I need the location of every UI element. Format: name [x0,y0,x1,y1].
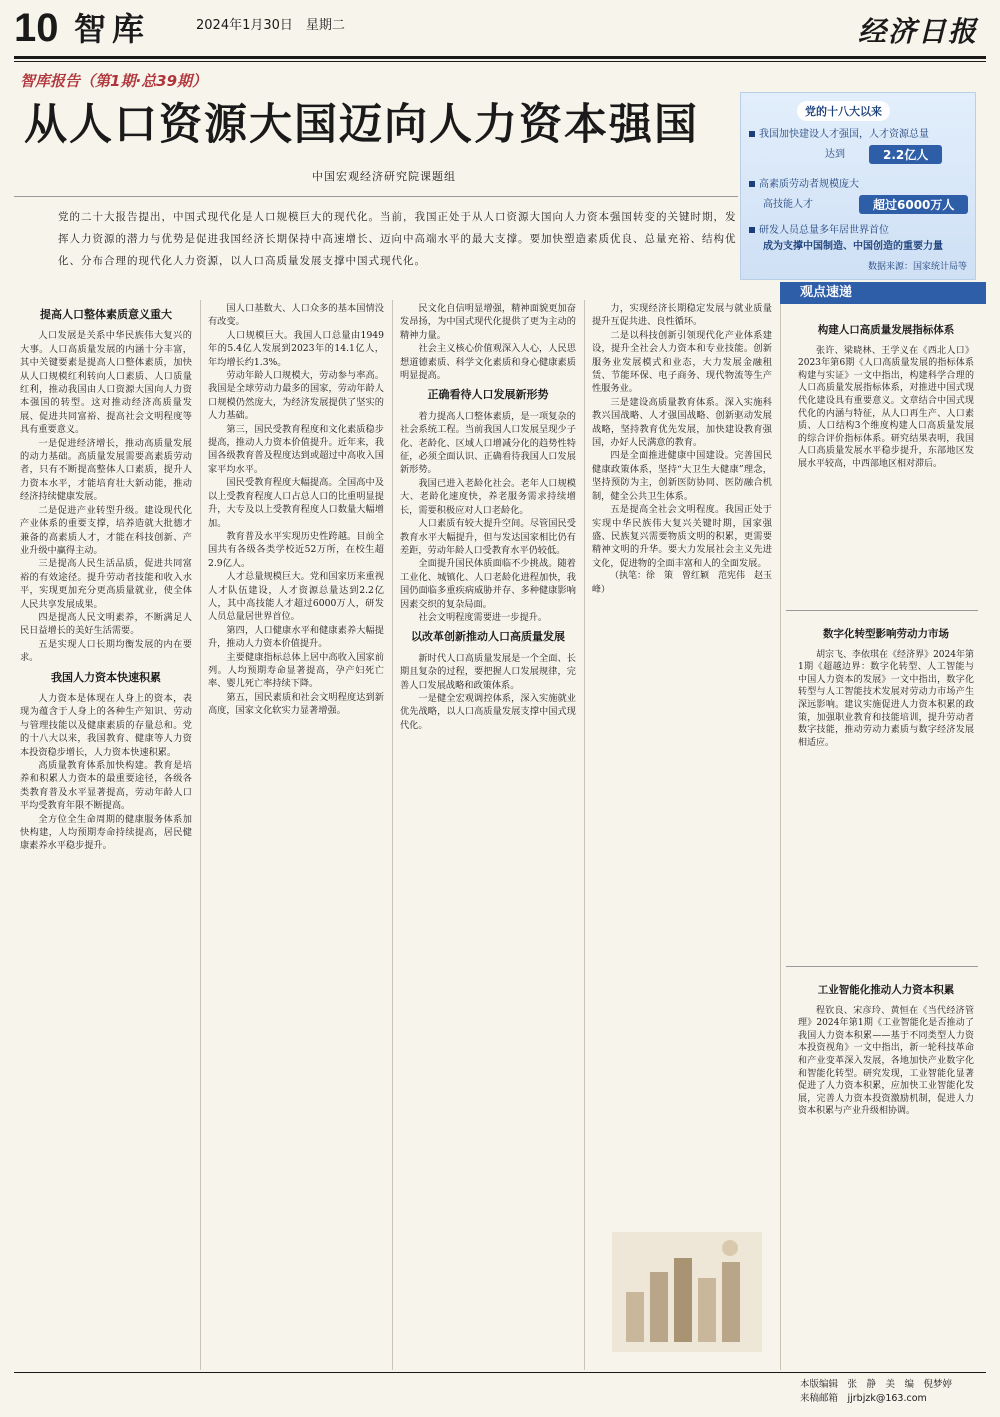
paragraph: 人才总量规模巨大。党和国家历来重视人才队伍建设，人才资源总量达到2.2亿人，其中高技能人才超过6000万人，研发人员总量居世界首位。 [208,571,384,623]
paragraph: 四是全面推进健康中国建设。完善国民健康政策体系，坚持“大卫生大健康”理念，坚持预防为主，创新医防协同、医防融合机制，健全公共卫生体系。 [592,450,772,502]
paragraph: 第四，人口健康水平和健康素养大幅提升，推动人力资本价值提升。 [208,624,384,650]
paragraph: 社会文明程度需要进一步提升。 [418,611,548,623]
article-column-4 [592,302,772,597]
paragraph: 教育普及水平实现历史性跨越。目前全国共有各级各类学校近52万所，在校生超2.9亿人。 [208,530,384,569]
page-number: 10 [14,6,59,50]
fact-item: 高素质劳动者规模庞大 [749,177,859,192]
bullet-icon [749,181,755,187]
section-name: 智库 [74,10,151,48]
subheading: 以改革创新推动人口高质量发展 [411,630,565,644]
report-series: 智库报告（第1期·总39期） [20,72,208,90]
fact-item: 我国加快建设人才强国，人才资源总量 [749,127,929,142]
bullet-icon [749,131,755,137]
sidebar-item-3 [798,984,974,1118]
subheading: 我国人力资本快速积累 [51,670,161,684]
paragraph: 人口发展是关系中华民族伟大复兴的大事。人口高质量发展的内涵十分丰富，其中关键要素是提高人口整体素质，加快从人口规模红利转向人口素质、人口质量红利，推动我国由人口资源大国向人力资本强国的转型。这对推动经济高质量发展、促进共同富裕、提高社会文明程度等具有重要意义。 [20,330,192,436]
column-rule [392,300,393,1370]
subheading: 正确看待人口发展新形势 [427,388,549,402]
column-rule [200,300,201,1370]
paragraph: 四是提高人民文明素养，不断满足人民日益增长的美好生活需要。 [20,611,192,637]
paragraph: 二是促进产业转型升级。建设现代化产业体系的重要支撑，培养造就大批德才兼备的高素质人才，才能在科技创新、产业升级中赢得主动。 [20,504,192,556]
article-column-1 [20,302,192,853]
article-column-2 [208,302,384,718]
paragraph: 一是促进经济增长，推动高质量发展的动力基础。高质量发展需要高素质劳动者，只有不断提高整体人口素质，提升人力资本水平，才能培育壮大新动能，推动经济持续健康发展。 [20,437,192,503]
fact-badge-label: 高技能人才 [763,199,813,210]
paragraph: 国民受教育程度大幅提高。全国高中及以上受教育程度人口占总人口的比重明显提升，大专及以上受教育程度人口数量大幅增加。 [208,477,384,529]
authors: （执笔：徐 策 曾红颖 范宪伟 赵玉峰） [592,571,773,595]
editor-credits: 本版编辑 张 静 美 编 倪梦婷 [800,1379,953,1390]
decorative-illustration [612,1232,762,1352]
column-rule [780,300,781,1370]
paragraph: 我国已进入老龄化社会。老年人口规模大、老龄化速度快，养老服务需求持续增长，需要积极应对人口老龄化。 [400,477,576,516]
masthead [0,0,1000,62]
paragraph: 第三，国民受教育程度和文化素质稳步提高，推动人力资本价值提升。近年来，我国各级教育普及程度达到或超过中高收入国家平均水平。 [208,423,384,475]
sidebar-item-2 [798,628,974,749]
headline: 从人口资源大国迈向人力资本强国 [24,100,699,150]
lead-paragraph: 党的二十大报告提出，中国式现代化是人口规模巨大的现代化。当前，我国正处于从人口资源大国向人力资本强国转变的关键时期，发挥人力资源的潜力与优势是促进我国经济长期保持中高速增长、迈向中高端水平的最大支撑。要加快塑造素质优良、总量充裕、结构优化、分布合理的现代化人力资源，以人口高质量发展支撑中国式现代化。 [58,211,737,267]
paragraph: 人口规模巨大。我国人口总量由1949年的5.4亿人发展到2023年的14.1亿人，年均增长约1.3%。 [208,329,384,368]
paragraph: 人力资本是体现在人身上的资本，表现为蕴含于人身上的各种生产知识、劳动与管理技能以及健康素质的存量总和。党的十八大以来，我国教育、健康等人力资本投资稳步增长，人力资本快速积累。 [20,692,192,758]
data-source: 数据来源：国家统计局等 [867,262,967,272]
paragraph: 人口素质有较大提升空间。尽管国民受教育水平大幅提升，但与发达国家相比仍有差距，劳动年龄人口受教育水平仍较低。 [400,518,576,556]
subheading: 提高人口整体素质意义重大 [40,308,172,321]
masthead-rule-thin [14,61,986,62]
sidebar-banner: 观点速递 [780,282,986,304]
lead-rule [14,196,738,197]
fact-badge-label: 达到 [825,149,845,160]
sidebar-item-text: 张许、梁晓林、王学义在《西北人口》2023年第6期《人口高质量发展的指标体系构建与实证》一文中指出，构建科学合理的人口高质量发展指标体系，对推进中国式现代化建设具有重要意义。文章结合中国式现代化的内涵与特征，从人口再生产、人口素质、人口结构3个维度构建人口高质量发展的综合评价指标体系。研究结果表明，我国人口高质量发展水平稳步提升，东部地区发展水平较高，中西部地区相对滞后。 [798,345,974,469]
paragraph: 高质量教育体系加快构建。教育是培养和积累人力资本的最重要途径，各级各类教育普及水平显著提高，劳动年龄人口平均受教育年限不断提高。 [20,760,192,812]
issue-date: 2024年1月30日 星期二 [196,18,345,33]
sidebar-rule [786,610,978,611]
fact-item: 成为支撑中国制造、中国创造的重要力量 [763,241,943,252]
article-column-3 [400,302,576,732]
sidebar-item-title: 构建人口高质量发展指标体系 [817,324,955,336]
newspaper-logo: 经济日报 [857,15,978,48]
byline: 中国宏观经济研究院课题组 [312,170,456,183]
paragraph: 主要健康指标总体上居中高收入国家前列。人均预期寿命显著提高，孕产妇死亡率、婴儿死亡率持续下降。 [208,651,384,690]
footer-rule [14,1372,986,1373]
paragraph: 全方位全生命周期的健康服务体系加快构建，人均预期寿命持续提高，居民健康素养水平稳步提升。 [20,813,192,852]
sidebar-item-text: 程钦良、宋彦玲、黄恒在《当代经济管理》2024年第1期《工业智能化是否推动了我国人力资本积累——基于不同类型人力资本投资视角》一文中指出，新一轮科技革命和产业变革深入发展，各地加快产业数字化和智能化转型。研究发现，工业智能化显著促进了人力资本积累，应加快工业智能化发展，完善人力资本投资激励机制，促进人力资本积累与产业升级相协调。 [798,1005,974,1117]
sidebar-item-title: 工业智能化推动人力资本积累 [817,984,955,996]
paragraph: 新时代人口高质量发展是一个全面、长期且复杂的过程，要把握人口发展规律，完善人口发展战略和政策体系。 [400,652,576,691]
infobox-title: 党的十八大以来 [797,101,890,121]
fact-badge: 2.2亿人 [869,145,942,164]
fact-badge: 超过6000万人 [859,195,968,214]
paragraph: 民文化自信明显增强，精神面貌更加奋发昂扬，为中国式现代化提供了更为主动的精神力量。 [400,303,576,341]
paragraph: 着力提高人口整体素质，是一项复杂的社会系统工程。当前我国人口发展呈现少子化、老龄化、区域人口增减分化的趋势性特征，必须全面认识、正确看待我国人口发展新形势。 [400,410,576,476]
paragraph: 第五，国民素质和社会文明程度达到新高度，国家文化软实力显著增强。 [208,691,384,717]
masthead-rule [14,56,986,59]
sidebar-item-1 [798,324,974,471]
paragraph: 一是健全宏观调控体系，深入实施就业优先战略，以人口高质量发展支撑中国式现代化。 [400,692,576,731]
sidebar-item-text: 胡宗飞、李依琪在《经济界》2024年第1期《超越边界：数字化转型、人工智能与中国人力资本的发展》一文中指出，数字化转型与人工智能技术发展对劳动力市场产生深远影响。建议实施促进人力资本积累的政策，加强职业教育和技能培训，提升劳动者数字技能，推动劳动力素质与数字经济发展相适应。 [798,649,974,748]
paragraph: 力，实现经济长期稳定发展与就业质量提升互促共进、良性循环。 [592,303,772,328]
sidebar-rule [786,966,978,967]
paragraph: 三是提高人民生活品质，促进共同富裕的有效途径。提升劳动者技能和收入水平，实现更加充分更高质量就业，使全体人民共享发展成果。 [20,558,192,610]
paragraph: 劳动年龄人口规模大，劳动参与率高。我国是全球劳动力最多的国家，劳动年龄人口规模仍然庞大，为经济发展提供了坚实的人力基础。 [208,370,384,422]
bullet-icon [749,227,755,233]
infobox [740,92,976,280]
fact-item: 研发人员总量多年居世界首位 [749,223,889,238]
paragraph: 国人口基数大、人口众多的基本国情没有改变。 [208,303,384,328]
paragraph: 三是建设高质量教育体系。深入实施科教兴国战略、人才强国战略、创新驱动发展战略，坚持教育优先发展，加快建设教育强国，办好人民满意的教育。 [592,396,772,449]
submission-email: 来稿邮箱 jjrbjzk@163.com [800,1393,927,1404]
column-rule [584,300,585,1370]
page-footer [800,1378,980,1406]
sidebar-item-title: 数字化转型影响劳动力市场 [823,628,949,640]
paragraph: 五是实现人口长期均衡发展的内在要求。 [20,638,192,664]
paragraph: 二是以科技创新引领现代化产业体系建设，提升全社会人力资本和专业技能。创新服务业发展模式和业态，大力发展金融租赁、节能环保、电子商务、现代物流等生产性服务业。 [592,329,772,395]
paragraph: 社会主义核心价值观深入人心，人民思想道德素质、科学文化素质和身心健康素质明显提高。 [400,343,576,382]
paragraph: 五是提高全社会文明程度。我国正处于实现中华民族伟大复兴关键时期，国家强盛、民族复兴需要物质文明的积累，更需要精神文明的升华。要大力发展社会主义先进文化，促进物的全面丰富和人的全面发展。 [592,504,772,569]
paragraph: 全面提升国民体质面临不少挑战。随着工业化、城镇化、人口老龄化进程加快，我国仍面临多重疾病威胁并存、多种健康影响因素交织的复杂局面。 [400,558,576,610]
